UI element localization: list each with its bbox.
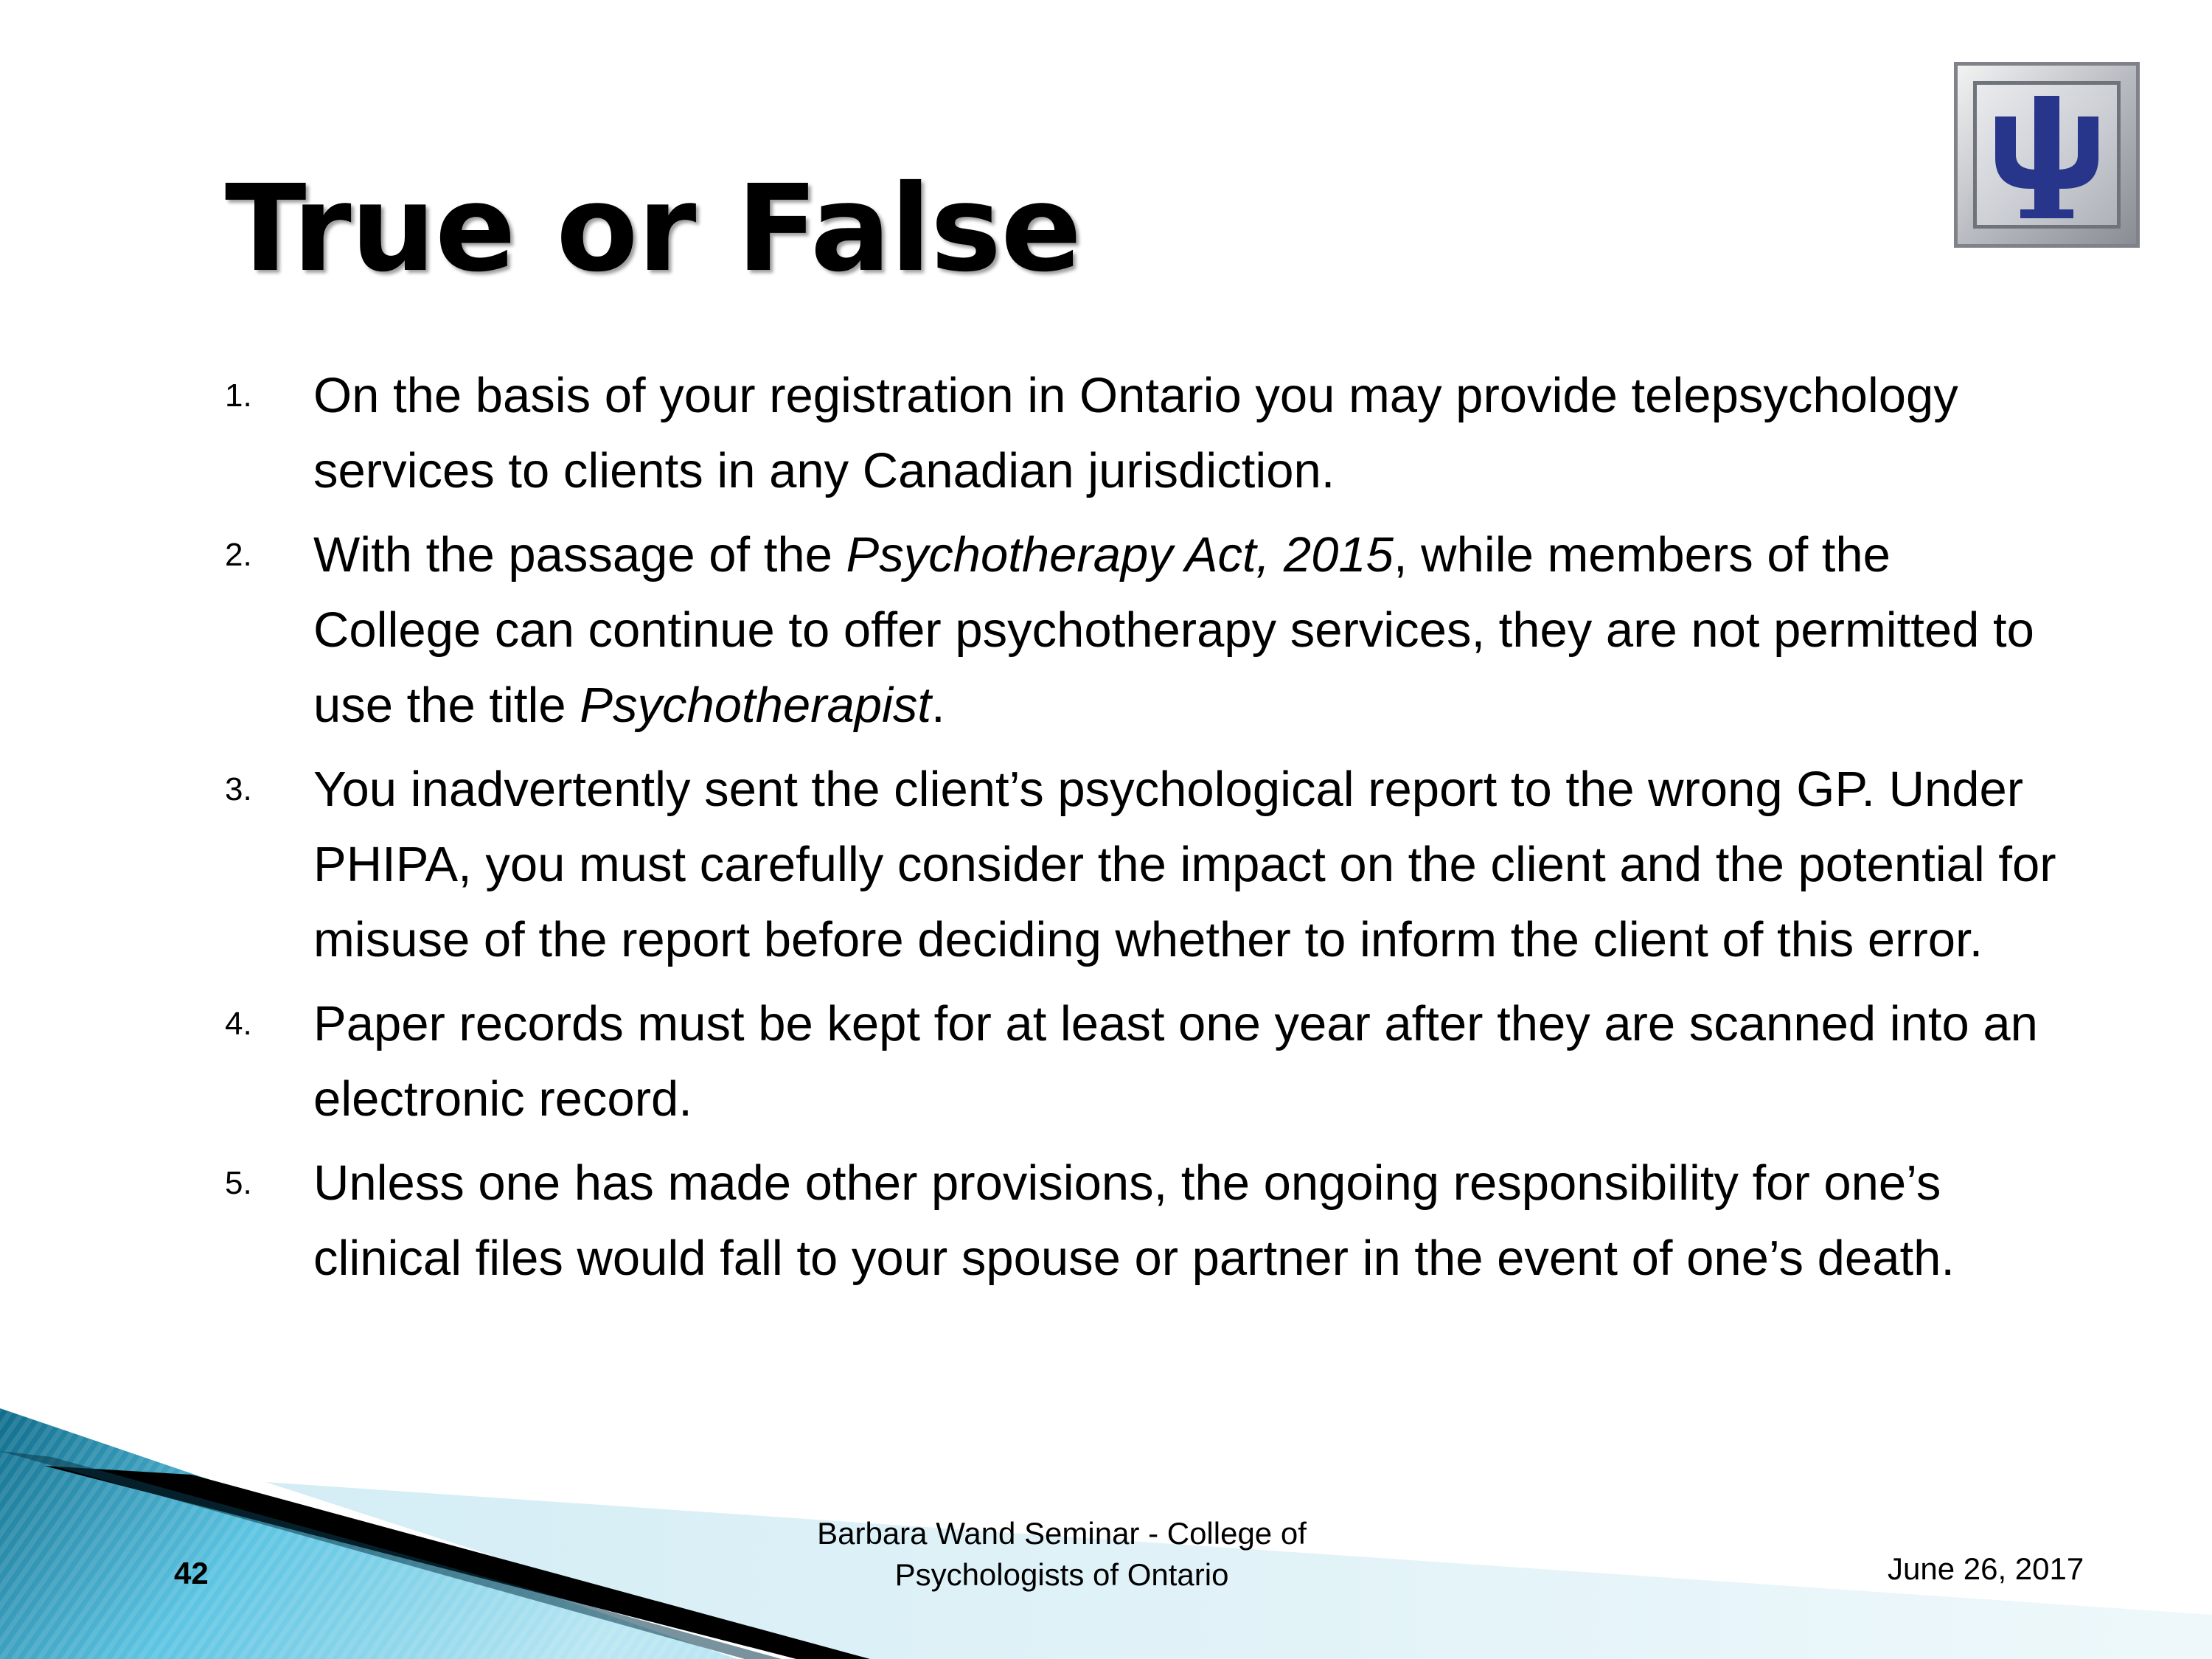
item-text-middle: , while members of the College can continue to offer psychotherapy services, they are not permitted to use the title [313, 527, 2034, 733]
slide-title: True or False [225, 160, 1082, 299]
psi-logo-icon [1954, 62, 2140, 248]
list-item [225, 358, 2061, 509]
item-text: Paper records must be kept for at least one year after they are scanned into an electronic record. [313, 996, 2038, 1127]
item-text-end: . [931, 678, 945, 733]
list-item [225, 987, 2061, 1137]
item-text-start: With the passage of the [313, 527, 846, 582]
footer-line-1: Barbara Wand Seminar - College of [817, 1516, 1307, 1551]
list-item [225, 1146, 2061, 1296]
list-item [225, 518, 2061, 743]
page-number: 42 [174, 1556, 209, 1590]
item-number: 5. [225, 1165, 252, 1201]
item-text: You inadvertently sent the client’s psychological report to the wrong GP. Under PHIPA, you must carefully consider the impact on the client and the potential for misuse of the report before deciding whether to inform the client of this error. [313, 762, 2056, 967]
item-number: 4. [225, 1006, 252, 1042]
item-text: On the basis of your registration in Ontario you may provide telepsychology services to clients in any Canadian jurisdiction. [313, 368, 1958, 498]
slide-date: June 26, 2017 [1888, 1551, 2084, 1586]
footer-text [782, 1513, 1342, 1596]
item-number: 1. [225, 378, 252, 414]
item-number: 2. [225, 537, 252, 573]
title-term: Psychotherapist [580, 678, 931, 733]
item-text: Unless one has made other provisions, the ongoing responsibility for one’s clinical files would fall to your spouse or partner in the event of one’s death. [313, 1155, 1955, 1286]
list-item [225, 752, 2061, 978]
question-list [225, 358, 2061, 1305]
footer-line-2: Psychologists of Ontario [894, 1557, 1229, 1592]
act-name: Psychotherapy Act, 2015 [846, 527, 1394, 582]
item-number: 3. [225, 771, 252, 807]
